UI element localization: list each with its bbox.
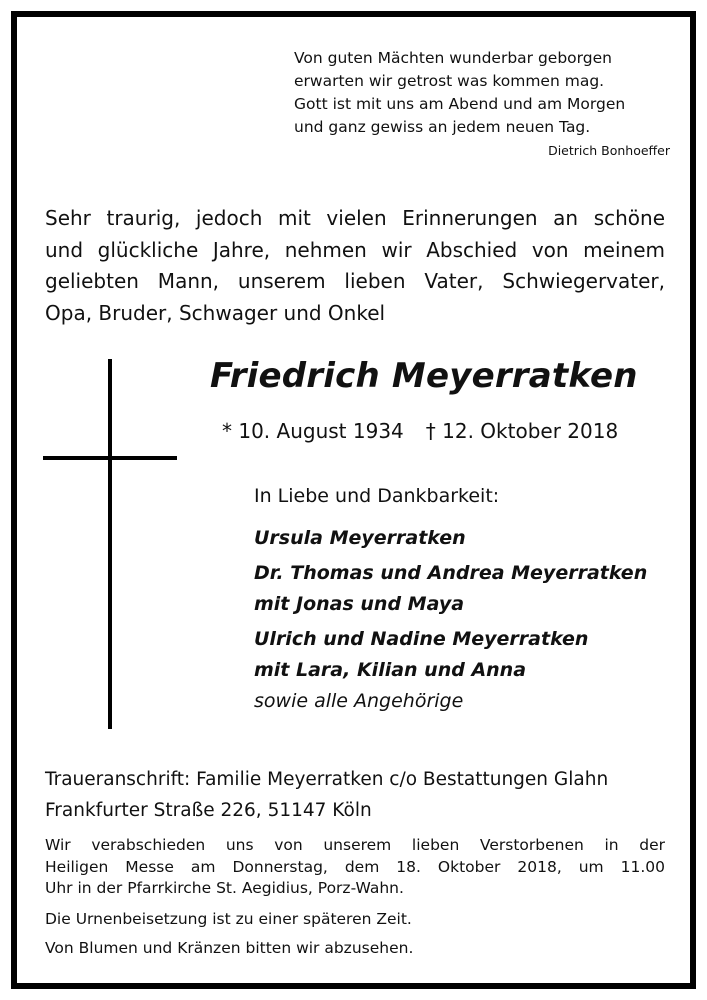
intro-line: geliebten Mann, unserem lieben Vater, Schwiegervater, (45, 269, 665, 293)
service-info (45, 835, 665, 900)
poem-author: Dietrich Bonhoeffer (548, 143, 670, 158)
intro-text (45, 203, 665, 329)
intro-line: und glückliche Jahre, nehmen wir Abschied von meinem (45, 237, 665, 262)
mourner-line: Ursula Meyerratken (254, 527, 466, 549)
intro-line: Sehr traurig, jedoch mit vielen Erinnerungen an schöne (45, 206, 665, 230)
service-line: Uhr in der Pfarrkirche St. Aegidius, Porz-Wahn. (45, 879, 404, 897)
poem-line: und ganz gewiss an jedem neuen Tag. (294, 118, 591, 136)
mourners-intro: In Liebe und Dankbarkeit: (254, 485, 500, 507)
birth-date: * 10. August 1934 (222, 419, 404, 443)
poem-quote (294, 47, 625, 139)
address-line: Frankfurter Straße 226, 51147 Köln (45, 800, 372, 821)
cross-icon (108, 359, 112, 729)
death-date: † 12. Oktober 2018 (425, 419, 619, 443)
address-line: Traueranschrift: Familie Meyerratken c/o Bestattungen Glahn (45, 769, 609, 790)
obituary-frame (11, 11, 696, 989)
mourning-address (45, 764, 608, 826)
cross-icon-bar (43, 456, 177, 460)
poem-line: Gott ist mit uns am Abend und am Morgen (294, 95, 626, 113)
service-line: Heiligen Messe am Donnerstag, dem 18. Oktober 2018, um 11.00 (45, 857, 665, 876)
flowers-note: Von Blumen und Kränzen bitten wir abzusehen. (45, 939, 414, 957)
mourners-list (254, 523, 647, 686)
mourner-line: Dr. Thomas und Andrea Meyerratken (254, 562, 648, 584)
intro-line: Opa, Bruder, Schwager und Onkel (45, 300, 386, 325)
poem-line: Von guten Mächten wunderbar geborgen (294, 49, 612, 67)
service-line: Wir verabschieden uns von unserem lieben Verstorbenen in der (45, 836, 665, 854)
deceased-name: Friedrich Meyerratken (210, 356, 638, 396)
mourner-line: Ulrich und Nadine Meyerratken (254, 628, 589, 650)
urn-note: Die Urnenbeisetzung ist zu einer späteren Zeit. (45, 910, 412, 928)
relatives-note: sowie alle Angehörige (254, 690, 464, 712)
life-dates (222, 419, 618, 443)
mourner-line: mit Lara, Kilian und Anna (254, 659, 527, 681)
mourner-line: mit Jonas und Maya (254, 593, 465, 615)
poem-line: erwarten wir getrost was kommen mag. (294, 72, 605, 90)
